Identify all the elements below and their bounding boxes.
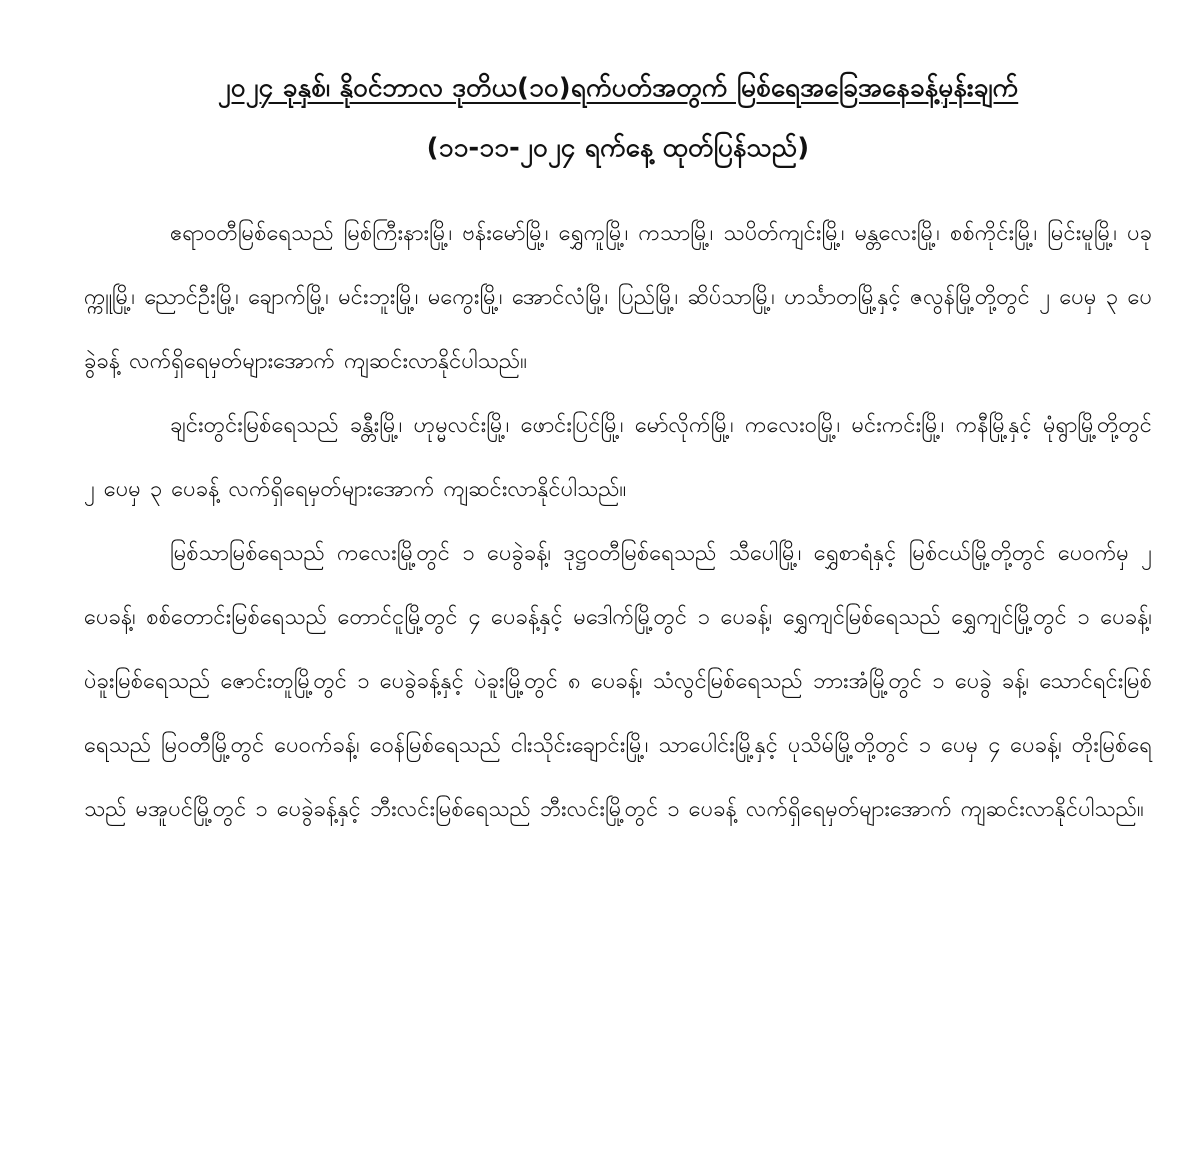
document-subtitle: (၁၁-၁၁-၂၀၂၄ ရက်နေ့ ထုတ်ပြန်သည်) xyxy=(426,133,810,163)
paragraph-chindwin: ချင်းတွင်းမြစ်ရေသည် ခန္တီးမြို့၊ ဟုမ္မလင်းမြို့၊ ဖောင်းပြင်မြို့၊ မော်လိုက်မြို့၊ ကလေးဝမြို့၊ မင်းကင်းမြို့၊ ကနီမြို့နှင့် မုံရွာမြို့တို့တွင် ၂ ပေမှ ၃ ပေခန့် လက်ရှိရေမှတ်များအောက် ကျဆင်းလာနိုင်ပါသည်။ xyxy=(84,413,1152,502)
document-title: ၂၀၂၄ ခုနှစ်၊ နိုဝင်ဘာလ ဒုတိယ(၁၀)ရက်ပတ်အတွက် မြစ်ရေအခြေအနေခန့်မှန်းချက် xyxy=(217,73,1019,103)
paragraph-other-rivers: မြစ်သာမြစ်ရေသည် ကလေးမြို့တွင် ၁ ပေခွဲခန့်၊ ဒုဋ္ဌဝတီမြစ်ရေသည် သီပေါမြို့၊ ရွှေစာရံနှင့် မြစ်ငယ်မြို့တို့တွင် ပေဝက်မှ ၂ ပေခန့်၊ စစ်တောင်းမြစ်ရေသည် တောင်ငူမြို့တွင် ၄ ပေခန့်နှင့် မဒေါက်မြို့တွင် ၁ ပေခန့်၊ ရွှေကျင်မြစ်ရေသည် ရွှေကျင်မြို့တွင် ၁ ပေခန့်၊ ပဲခူးမြစ်ရေသည် ဇောင်းတူမြို့တွင် ၁ ပေခွဲခန့်နှင့် ပဲခူးမြို့တွင် ၈ ပေခန့်၊ သံလွင်မြစ်ရေသည် ဘားအံမြို့တွင် ၁ ပေခွဲ ခန့်၊ သောင်ရင်းမြစ်ရေသည် မြဝတီမြို့တွင် ပေဝက်ခန့်၊ ဝေန်မြစ်ရေသည် ငါးသိုင်းချောင်းမြို့၊ သာပေါင်းမြို့နှင့် ပုသိမ်မြို့တို့တွင် ၁ ပေမှ ၄ ပေခန့်၊ တိုးမြစ်ရေသည် မအူပင်မြို့တွင် ၁ ပေခွဲခန့်နှင့် ဘီးလင်းမြစ်ရေသည် ဘီးလင်းမြို့တွင် ၁ ပေခန့် လက်ရှိရေမှတ်များအောက် ကျဆင်းလာနိုင်ပါသည်။ xyxy=(84,541,1152,822)
document-body xyxy=(84,202,1152,842)
paragraph-ayeyarwady: ဧရာဝတီမြစ်ရေသည် မြစ်ကြီးနားမြို့၊ ဗန်းမော်မြို့၊ ရွှေကူမြို့၊ ကသာမြို့၊ သပိတ်ကျင်းမြို့၊ မန္တလေးမြို့၊ စစ်ကိုင်းမြို့၊ မြင်းမူမြို့၊ ပခုက္ကူမြို့၊ ညောင်ဦးမြို့၊ ချောက်မြို့၊ မင်းဘူးမြို့၊ မကွေးမြို့၊ အောင်လံမြို့၊ ပြည်မြို့၊ ဆိပ်သာမြို့၊ ဟင်္သာတမြို့နှင့် ဇလွန်မြို့တို့တွင် ၂ ပေမှ ၃ ပေခွဲခန့် လက်ရှိရေမှတ်များအောက် ကျဆင်းလာနိုင်ပါသည်။ xyxy=(84,221,1152,374)
document-page xyxy=(84,60,1152,842)
